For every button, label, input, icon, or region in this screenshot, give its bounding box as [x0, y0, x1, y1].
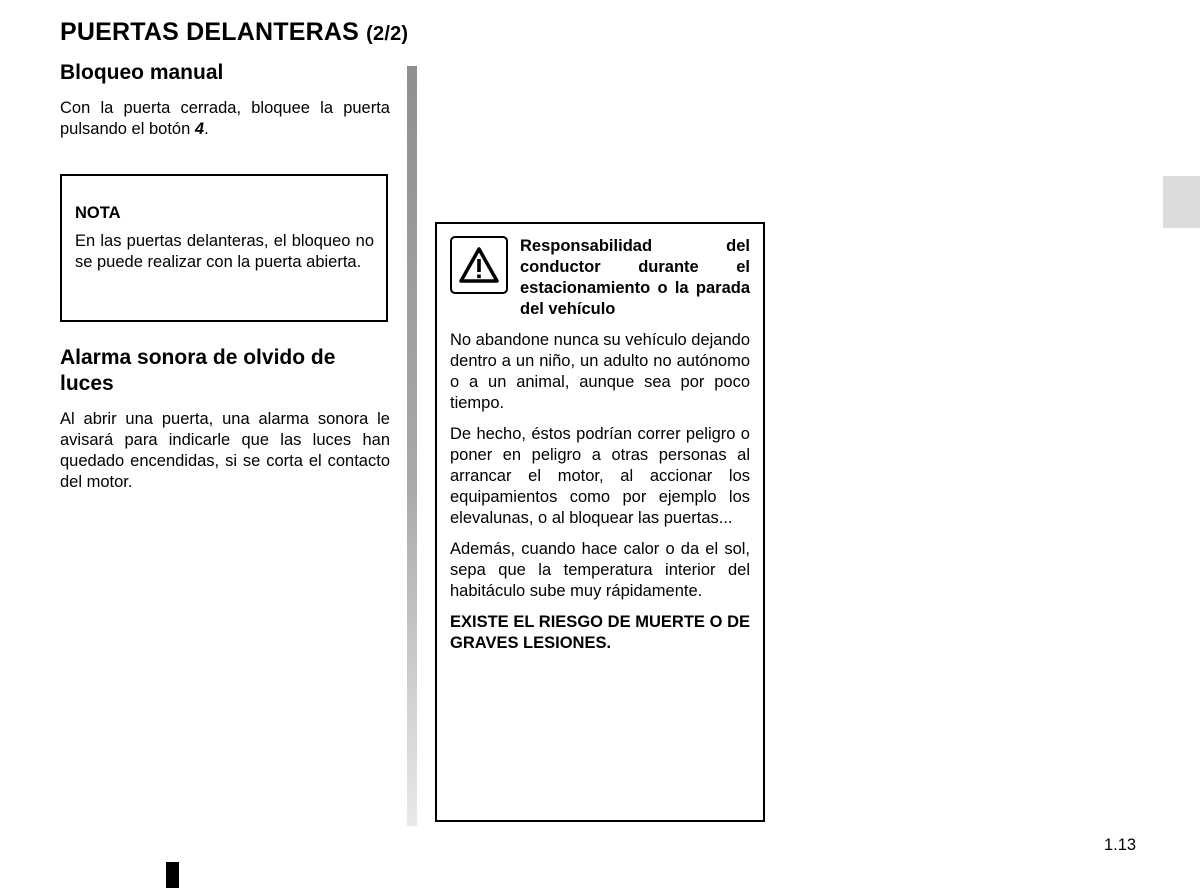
- warning-paragraph: Además, cuando hace calor o da el sol, sepa que la temperatura interior del habitáculo sube muy rápidamente.: [450, 540, 750, 600]
- button-reference: 4: [194, 120, 205, 138]
- warning-box: [435, 222, 765, 822]
- corner-mark: [166, 862, 179, 888]
- page-title-main: PUERTAS DELANTERAS: [60, 18, 359, 46]
- note-box: [60, 174, 388, 322]
- manual-lock-section: [60, 60, 390, 140]
- column-divider: [407, 66, 417, 826]
- manual-lock-text-after: .: [204, 120, 209, 138]
- alarm-text: Al abrir una puerta, una alarma sonora le avisará para indicarle que las luces han quedado encendidas, si se corta el contacto del motor.: [60, 410, 390, 491]
- warning-triangle-icon: [450, 236, 508, 294]
- warning-title: Responsabilidad del conductor durante el estacionamiento o la parada del vehículo: [520, 237, 750, 318]
- alarm-heading: Alarma sonora de olvido de luces: [60, 346, 336, 395]
- manual-lock-text-before: Con la puerta cerrada, bloquee la puerta pulsando el botón: [60, 99, 390, 138]
- warning-paragraph: De hecho, éstos podrían correr peligro o poner en peligro a otras personas al arrancar el motor, al accionar los equipamientos como por ejemplo los elevalunas, o al bloquear las puertas...: [450, 425, 750, 527]
- note-title: NOTA: [75, 204, 121, 222]
- note-text: En las puertas delanteras, el bloqueo no se puede realizar con la puerta abierta.: [75, 232, 374, 271]
- page-number: 1.13: [1104, 836, 1137, 854]
- page-title-suffix: (2/2): [366, 23, 409, 45]
- page-title: [60, 18, 408, 47]
- side-tab-marker: [1163, 176, 1200, 228]
- manual-lock-text: [60, 98, 390, 140]
- warning-final: EXISTE EL RIESGO DE MUERTE O DE GRAVES LESIONES.: [450, 613, 750, 652]
- warning-header: [450, 236, 750, 320]
- warning-paragraph: No abandone nunca su vehículo dejando dentro a un niño, un adulto no autónomo o a un animal, aunque sea por poco tiempo.: [450, 331, 750, 412]
- alarm-section: [60, 345, 390, 493]
- manual-lock-heading: Bloqueo manual: [60, 61, 224, 84]
